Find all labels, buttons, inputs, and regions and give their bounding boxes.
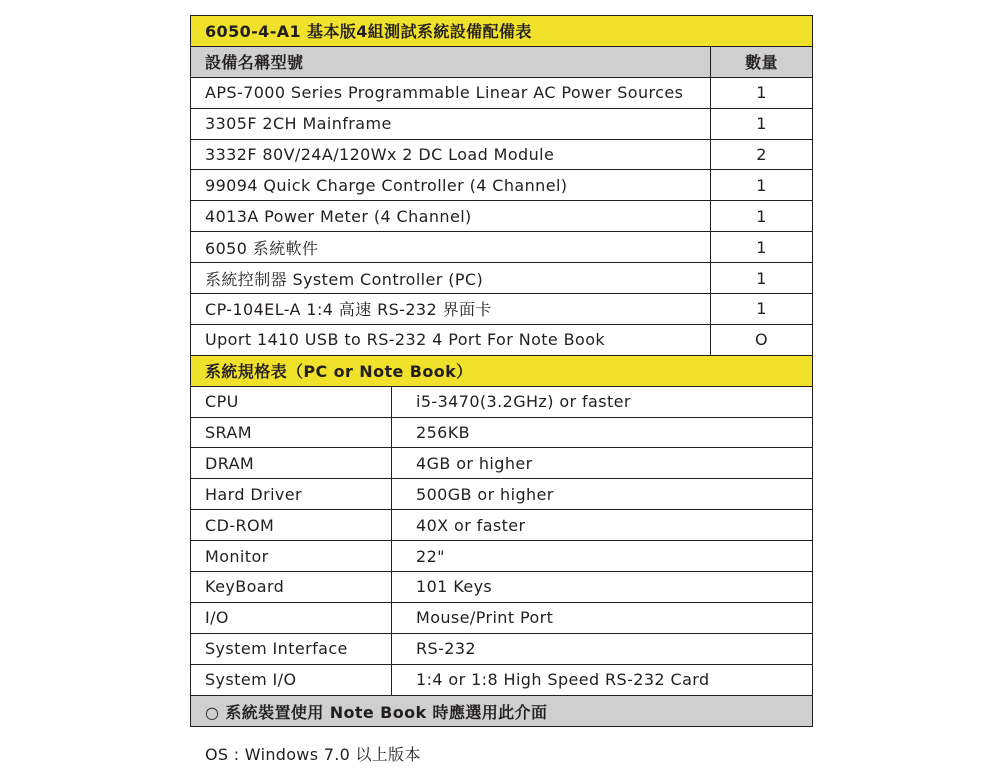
equipment-name: 6050 系統軟件 <box>191 232 711 262</box>
spec-row <box>191 510 812 541</box>
spec-value: RS-232 <box>416 639 476 659</box>
spec-row <box>191 603 812 634</box>
equipment-row <box>191 325 812 356</box>
equipment-qty: 1 <box>756 268 767 288</box>
equipment-header-row <box>191 47 812 78</box>
equipment-row <box>191 263 812 294</box>
equipment-row <box>191 140 812 171</box>
equipment-qty: 1 <box>756 114 767 134</box>
spec-key: CD-ROM <box>191 510 392 540</box>
title-row <box>191 16 812 47</box>
spec-key: Hard Driver <box>191 479 392 509</box>
spec-key: KeyBoard <box>191 572 392 602</box>
spec-key: System Interface <box>191 634 392 664</box>
spec-value: 1:4 or 1:8 High Speed RS-232 Card <box>416 670 710 690</box>
equipment-row <box>191 232 812 263</box>
spec-row <box>191 541 812 572</box>
equipment-row <box>191 78 812 109</box>
spec-key: SRAM <box>191 418 392 448</box>
equipment-name: APS-7000 Series Programmable Linear AC Power Sources <box>191 78 711 108</box>
spec-row <box>191 572 812 603</box>
equipment-qty: O <box>755 330 768 350</box>
spec-row <box>191 387 812 418</box>
quantity-header: 數量 <box>745 53 778 73</box>
spec-header-row <box>191 356 812 387</box>
equipment-name-header: 設備名稱型號 <box>191 47 711 77</box>
equipment-row <box>191 170 812 201</box>
equipment-row <box>191 201 812 232</box>
spec-row <box>191 418 812 449</box>
equipment-name: 4013A Power Meter (4 Channel) <box>191 201 711 231</box>
equipment-name: Uport 1410 USB to RS-232 4 Port For Note Book <box>191 325 711 355</box>
spec-key: I/O <box>191 603 392 633</box>
equipment-row <box>191 109 812 140</box>
spec-value: 256KB <box>416 423 471 443</box>
spec-row <box>191 448 812 479</box>
table-title: 6050-4-A1 基本版4組測試系統設備配備表 <box>205 22 532 42</box>
equipment-qty: 2 <box>756 145 767 164</box>
equipment-name: 99094 Quick Charge Controller (4 Channel) <box>191 170 711 200</box>
equipment-qty: 1 <box>756 206 767 226</box>
spec-value: 500GB or higher <box>416 484 554 504</box>
spec-value: 40X or faster <box>416 515 526 535</box>
spec-key: DRAM <box>191 448 392 478</box>
spec-row <box>191 479 812 510</box>
equipment-name: 3332F 80V/24A/120Wx 2 DC Load Module <box>191 140 711 170</box>
os-requirement-note: OS : Windows 7.0 以上版本 <box>205 745 421 764</box>
footer-note: ○ 系統裝置使用 Note Book 時應選用此介面 <box>205 702 548 722</box>
equipment-spec-table <box>190 15 813 727</box>
spec-value: i5-3470(3.2GHz) or faster <box>416 392 631 412</box>
equipment-qty: 1 <box>756 83 767 103</box>
spec-key: CPU <box>191 387 392 417</box>
equipment-name: 系統控制器 System Controller (PC) <box>191 263 711 293</box>
equipment-qty: 1 <box>756 299 767 319</box>
footer-note-row <box>191 696 812 727</box>
equipment-name: CP-104EL-A 1:4 高速 RS-232 界面卡 <box>191 294 711 324</box>
equipment-row <box>191 294 812 325</box>
spec-value: 22" <box>416 546 445 566</box>
equipment-name: 3305F 2CH Mainframe <box>191 109 711 139</box>
equipment-qty: 1 <box>756 237 767 257</box>
spec-value: 4GB or higher <box>416 453 533 473</box>
spec-row <box>191 634 812 665</box>
spec-key: System I/O <box>191 665 392 695</box>
equipment-qty: 1 <box>756 175 767 195</box>
spec-row <box>191 665 812 696</box>
spec-value: Mouse/Print Port <box>416 608 554 628</box>
spec-header: 系統規格表（PC or Note Book） <box>205 362 473 382</box>
spec-value: 101 Keys <box>416 577 493 597</box>
spec-key: Monitor <box>191 541 392 571</box>
